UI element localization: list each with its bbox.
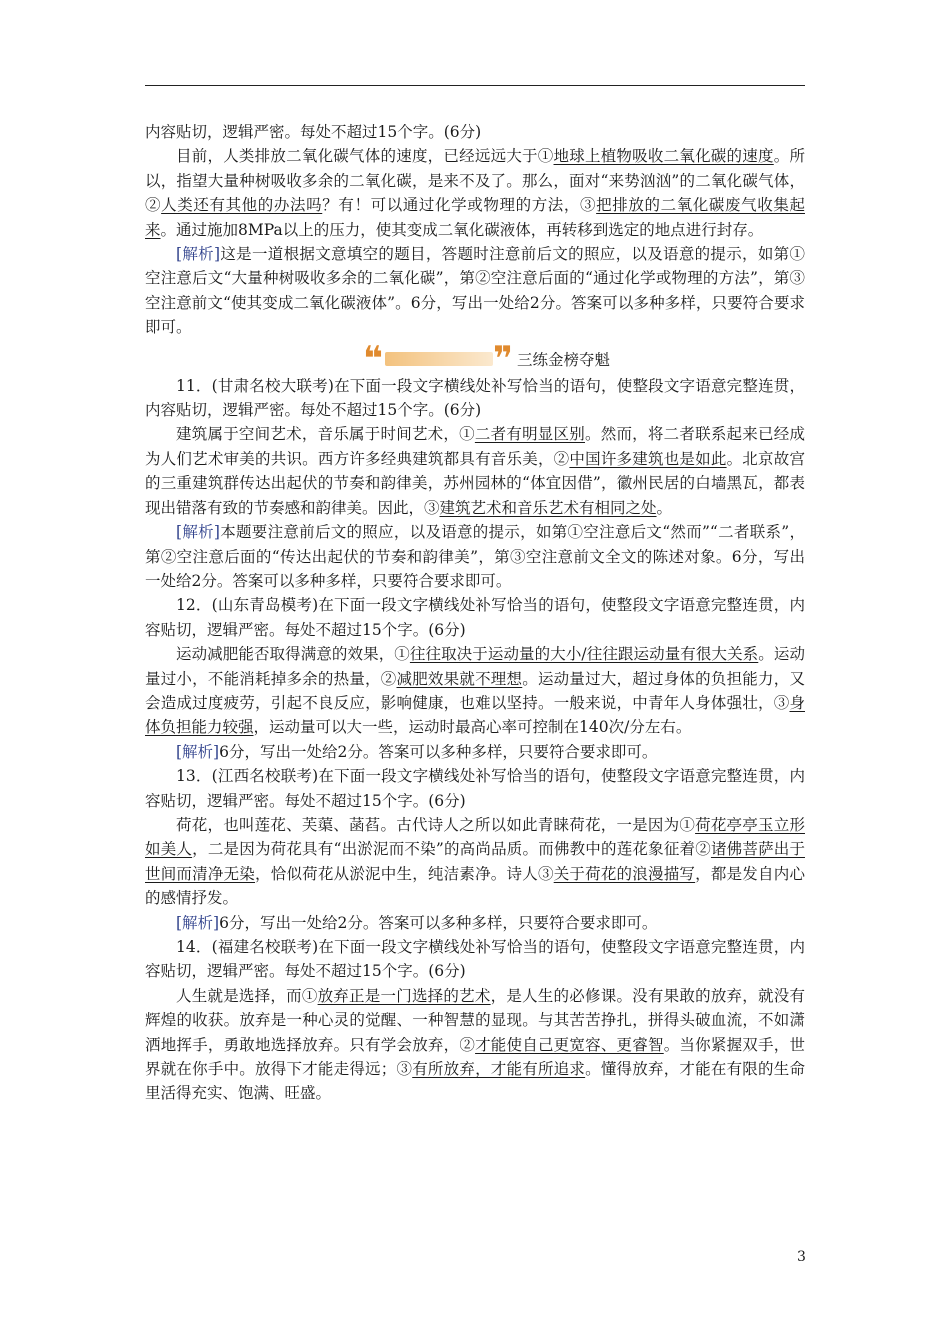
q13-answer-1: 荷花亭亭玉立形如美人 — [145, 815, 805, 859]
q12-answer-1: 往往取决于运动量的大小/往往跟运动量有很大关系 — [409, 645, 759, 664]
q13-analysis: [解析]6分，写出一处给2分。答案可以多种多样，只要符合要求即可。 — [176, 913, 658, 932]
q13-answer-2: 诸佛菩萨出于世间而清净无染 — [145, 840, 805, 883]
q10-answer-2: 人类还有其他的办法吗 — [161, 196, 323, 215]
q12-stem: 12．(山东青岛模考)在下面一段文字横线处补写恰当的语句，使整段文字语意完整连贯，内容贴切，逻辑严密。每处不超过15个字。(6分) — [145, 596, 805, 639]
q12-answer-2: 减肥效果就不理想 — [396, 669, 523, 688]
q11-analysis: [解析]本题要注意前后文的照应，以及语意的提示，如第①空注意后文“然而”“二者联系”，第②空注意后面的“传达出起伏的节奏和韵律美”，第③空注意前文全文的陈述对象。6分，写出一处给2分。答案可以多种多样，只要符合要求即可。 — [145, 523, 805, 590]
open-quote-icon: ❝ — [363, 338, 383, 379]
q10-answer-3: 把排放的二氧化碳废气收集起来 — [145, 196, 805, 239]
q10-answer-1: 地球上植物吸收二氧化碳的速度 — [553, 147, 774, 166]
q14-answer-1: 放弃正是一门选择的艺术 — [317, 986, 491, 1005]
q13-answer-3: 关于荷花的浪漫描写 — [553, 864, 696, 883]
page-content — [145, 120, 805, 1106]
page-number: 3 — [797, 1249, 806, 1265]
analysis-tag: [解析] — [176, 245, 221, 264]
q11-answer-1: 二者有明显区别 — [474, 425, 585, 444]
q14-answer-2: 才能使自己更宽容、更睿智 — [475, 1035, 664, 1054]
close-quote-icon: ❞ — [493, 338, 513, 379]
q12-analysis: [解析]6分，写出一处给2分。答案可以多种多样，只要符合要求即可。 — [176, 742, 658, 761]
analysis-tag: [解析] — [176, 913, 220, 932]
header-rule — [145, 85, 805, 86]
q11-answer-2: 中国许多建筑也是如此 — [569, 449, 727, 468]
banner-bar — [385, 352, 493, 366]
analysis-tag: [解析] — [176, 523, 220, 542]
q11-answer-3: 建筑艺术和音乐艺术有相同之处 — [439, 498, 657, 517]
section-banner — [145, 338, 805, 379]
section-title: 三练金榜夺魁 — [517, 350, 611, 369]
q11-passage: 建筑属于空间艺术，音乐属于时间艺术，①二者有明显区别。然而，将二者联系起来已经成为人们艺术审美的共识。西方许多经典建筑都具有音乐美，②中国许多建筑也是如此。北京故宫的三重建筑群传达出起伏的节奏和韵律美，苏州园林的“体宜因借”，徽州民居的白墙黑瓦，都表现出错落有致的节奏感和韵律美。因此，③建筑艺术和音乐艺术有相同之处。 — [145, 425, 805, 517]
q14-answer-3: 有所放弃，才能有所追求 — [412, 1060, 586, 1079]
q11-stem: 11．(甘肃名校大联考)在下面一段文字横线处补写恰当的语句，使整段文字语意完整连贯，内容贴切，逻辑严密。每处不超过15个字。(6分) — [145, 376, 805, 420]
q10-passage: 目前，人类排放二氧化碳气体的速度，已经远远大于①地球上植物吸收二氧化碳的速度。所以，指望大量种树吸收多余的二氧化碳，是来不及了。那么，面对“来势汹汹”的二氧化碳气体，②人类还有其他的办法吗？有！可以通过化学或物理的方法，③把排放的二氧化碳废气收集起来。通过施加8MPa以上的压力，使其变成二氧化碳液体，再转移到选定的地点进行封存。 — [145, 147, 805, 239]
q12-passage: 运动减肥能否取得满意的效果，①往往取决于运动量的大小/往往跟运动量有很大关系。运动量过小，不能消耗掉多余的热量，②减肥效果就不理想。运动量过大，超过身体的负担能力，又会造成过度疲劳，引起不良反应，影响健康，也难以坚持。一般来说，中青年人身体强壮，③身体负担能力较强，运动量可以大一些，运动时最高心率可控制在140次/分左右。 — [145, 645, 805, 737]
q13-stem: 13．(江西名校联考)在下面一段文字横线处补写恰当的语句，使整段文字语意完整连贯，内容贴切，逻辑严密。每处不超过15个字。(6分) — [145, 767, 805, 810]
q13-passage: 荷花，也叫莲花、芙蕖、菡萏。古代诗人之所以如此青睐荷花，一是因为①荷花亭亭玉立形如美人，二是因为荷花具有“出淤泥而不染”的高尚品质。而佛教中的莲花象征着②诸佛菩萨出于世间而清净无染，恰似荷花从淤泥中生，纯洁素净。诗人③关于荷花的浪漫描写，都是发自内心的感情抒发。 — [145, 815, 805, 908]
q10-analysis: [解析]这是一道根据文意填空的题目，答题时注意前后文的照应，以及语意的提示，如第①空注意后文“大量种树吸收多余的二氧化碳”，第②空注意后面的“通过化学或物理的方法”，第③空注意前文“使其变成二氧化碳液体”。6分，写出一处给2分。答案可以多种多样，只要符合要求即可。 — [145, 245, 805, 337]
analysis-tag: [解析] — [176, 742, 220, 761]
q12-answer-3: 身体负担能力较强 — [145, 693, 805, 737]
intro-end: 内容贴切，逻辑严密。每处不超过15个字。(6分) — [145, 123, 482, 141]
q14-stem: 14．(福建名校联考)在下面一段文字横线处补写恰当的语句，使整段文字语意完整连贯，内容贴切，逻辑严密。每处不超过15个字。(6分) — [145, 938, 805, 981]
q14-passage: 人生就是选择，而①放弃正是一门选择的艺术，是人生的必修课。没有果敢的放弃，就没有辉煌的收获。放弃是一种心灵的觉醒、一种智慧的显现。与其苦苦挣扎，拼得头破血流，不如潇洒地挥手，勇敢地选择放弃。只有学会放弃，②才能使自己更宽容、更睿智。当你紧握双手，世界就在你手中。放得下才能走得远；③有所放弃，才能有所追求。懂得放弃，才能在有限的生命里活得充实、饱满、旺盛。 — [145, 986, 805, 1103]
